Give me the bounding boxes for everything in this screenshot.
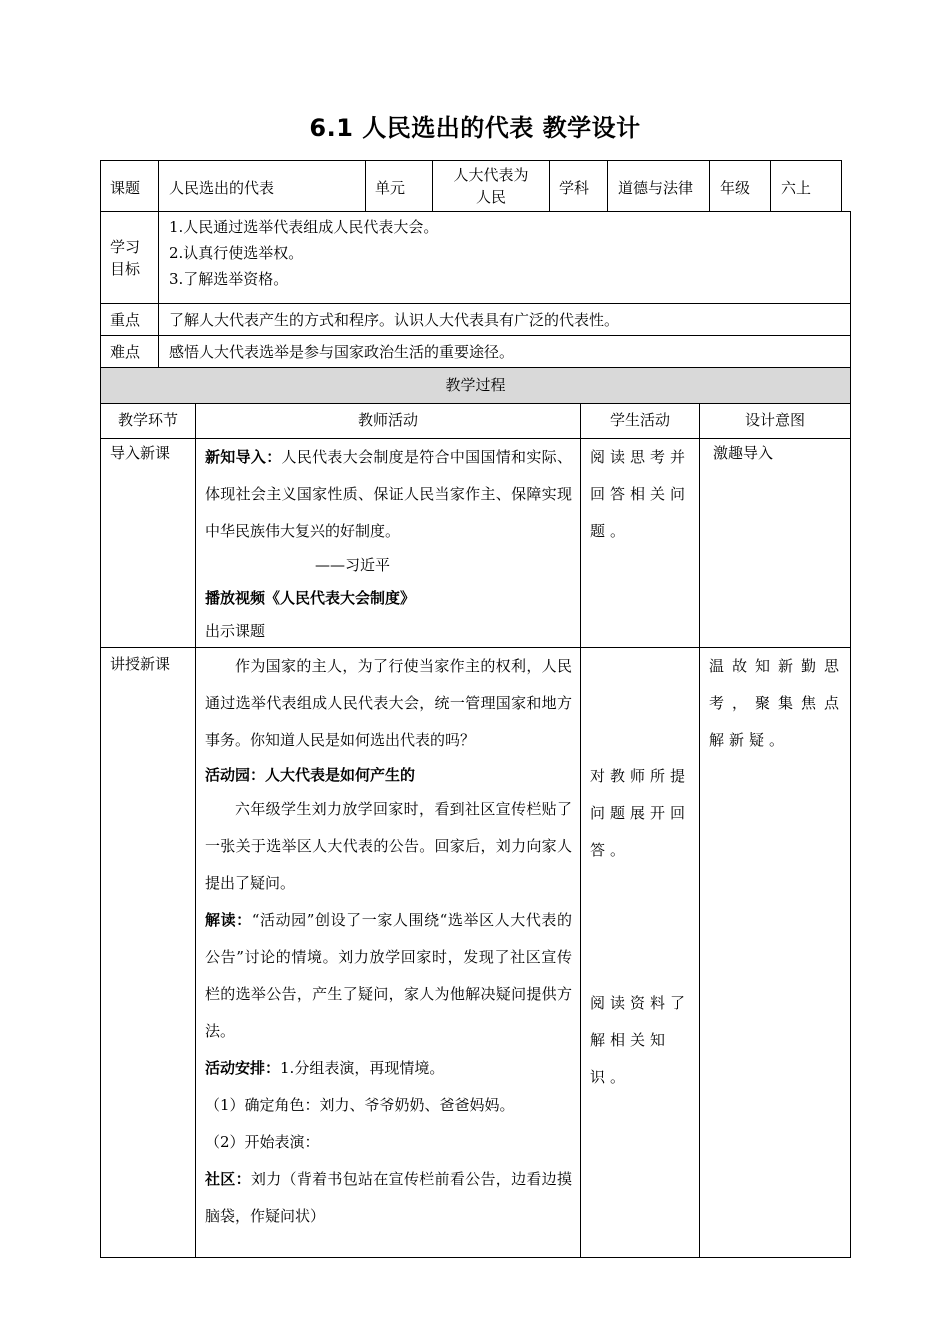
key-point-label-cell — [100, 303, 159, 336]
lecture-student-1: 对教师所提问题展开回答。 — [590, 767, 691, 859]
lecture-activity-title: 活动园：人大代表是如何产生的 — [205, 766, 416, 784]
subject-value-cell — [158, 160, 366, 212]
lecture-interp-text: “活动园”创设了一家人围绕“选举区人大代表的公告”讨论的情境。刘力放学回家时，发现了社区宣传栏的选举公告，产生了疑问，家人为他解决疑问提供方法。 — [205, 911, 572, 1040]
lecture-community-label: 社区： — [205, 1170, 251, 1188]
lecture-interp-label: 解读： — [205, 911, 252, 929]
discipline-label-cell — [549, 160, 608, 212]
subject-label-cell — [100, 160, 159, 212]
intro-stage-cell — [100, 438, 196, 648]
col-intent-header — [699, 403, 851, 439]
subject-label: 课题 — [110, 179, 141, 197]
unit-value-line1: 人大代表为 — [453, 166, 529, 184]
key-point-content-cell — [158, 303, 851, 336]
unit-label: 单元 — [375, 179, 406, 197]
goal-item-3: 3.了解选举资格。 — [169, 270, 289, 288]
intro-intent: 激趣导入 — [713, 444, 774, 462]
lecture-stage-cell — [100, 647, 196, 1258]
process-header: 教学过程 — [445, 376, 506, 394]
lecture-intent: 温故知新勤思考，聚集焦点解新疑。 — [709, 657, 844, 749]
key-point-label: 重点 — [110, 311, 141, 329]
lecture-arrange-text: 1.分组表演，再现情境。 — [280, 1059, 445, 1077]
goals-label-line2: 目标 — [110, 260, 141, 278]
unit-value-cell — [432, 160, 550, 212]
lecture-teacher-cell — [195, 647, 581, 1258]
key-point-text: 了解人大代表产生的方式和程序。认识人大代表具有广泛的代表性。 — [169, 311, 620, 329]
lecture-intent-cell — [699, 647, 851, 1258]
intro-student-cell — [580, 438, 700, 648]
lecture-arrange-label: 活动安排： — [205, 1059, 281, 1077]
lecture-student-2: 阅读资料了解相关知识。 — [590, 994, 691, 1086]
col-teacher-label: 教师活动 — [357, 411, 418, 429]
unit-label-cell — [365, 160, 433, 212]
lecture-para1: 作为国家的主人，为了行使当家作主的权利，人民通过选举代表组成人民代表大会，统一管理国家和地方事务。你知道人民是如何选出代表的吗？ — [205, 657, 572, 749]
discipline-label: 学科 — [559, 179, 590, 197]
lecture-step1: （1）确定角色：刘力、爷爷奶奶、爸爸妈妈。 — [205, 1096, 515, 1114]
col-stage-header — [100, 403, 196, 439]
process-header-cell — [100, 367, 851, 404]
grade-label: 年级 — [720, 179, 751, 197]
intro-video: 播放视频《人民代表大会制度》 — [205, 589, 416, 607]
intro-student: 阅读思考并回答相关问题。 — [590, 448, 691, 540]
goals-label-line1: 学习 — [110, 238, 141, 256]
intro-heading: 新知导入： — [205, 448, 282, 466]
goal-item-1: 1.人民通过选举代表组成人民代表大会。 — [169, 218, 439, 236]
col-student-header — [580, 403, 700, 439]
intro-stage: 导入新课 — [110, 444, 171, 462]
lecture-community-text: 刘力（背着书包站在宣传栏前看公告，边看边摸脑袋，作疑问状） — [205, 1170, 572, 1225]
goal-item-2: 2.认真行使选举权。 — [169, 244, 304, 262]
goals-content-cell — [158, 211, 851, 304]
col-stage-label: 教学环节 — [117, 411, 178, 429]
goals-label-cell — [100, 211, 159, 304]
intro-intent-cell — [699, 438, 851, 648]
intro-text: 人民代表大会制度是符合中国国情和实际、体现社会主义国家性质、保证人民当家作主、保障实现中华民族伟大复兴的好制度。 — [205, 448, 572, 540]
discipline-value-cell — [607, 160, 710, 212]
subject-value: 人民选出的代表 — [169, 179, 275, 197]
col-teacher-header — [195, 403, 581, 439]
difficulty-label-cell — [100, 335, 159, 368]
lecture-step2: （2）开始表演： — [205, 1133, 320, 1151]
grade-label-cell — [709, 160, 771, 212]
intro-quote: ——习近平 — [315, 556, 391, 574]
grade-value: 六上 — [781, 179, 812, 197]
page-title: 6.1 人民选出的代表 教学设计 — [309, 114, 641, 142]
difficulty-content-cell — [158, 335, 851, 368]
difficulty-label: 难点 — [110, 343, 141, 361]
intro-teacher-cell — [195, 438, 581, 648]
lecture-student-cell — [580, 647, 700, 1258]
col-student-label: 学生活动 — [609, 411, 670, 429]
difficulty-text: 感悟人大代表选举是参与国家政治生活的重要途径。 — [169, 343, 515, 361]
intro-show-topic: 出示课题 — [205, 622, 266, 640]
lecture-para2: 六年级学生刘力放学回家时，看到社区宣传栏贴了一张关于选举区人大代表的公告。回家后，刘力向家人提出了疑问。 — [205, 800, 572, 892]
col-intent-label: 设计意图 — [744, 411, 805, 429]
unit-value-line2: 人民 — [475, 188, 506, 206]
grade-value-cell — [770, 160, 842, 212]
lecture-stage: 讲授新课 — [110, 655, 171, 673]
discipline-value: 道德与法律 — [618, 179, 694, 197]
